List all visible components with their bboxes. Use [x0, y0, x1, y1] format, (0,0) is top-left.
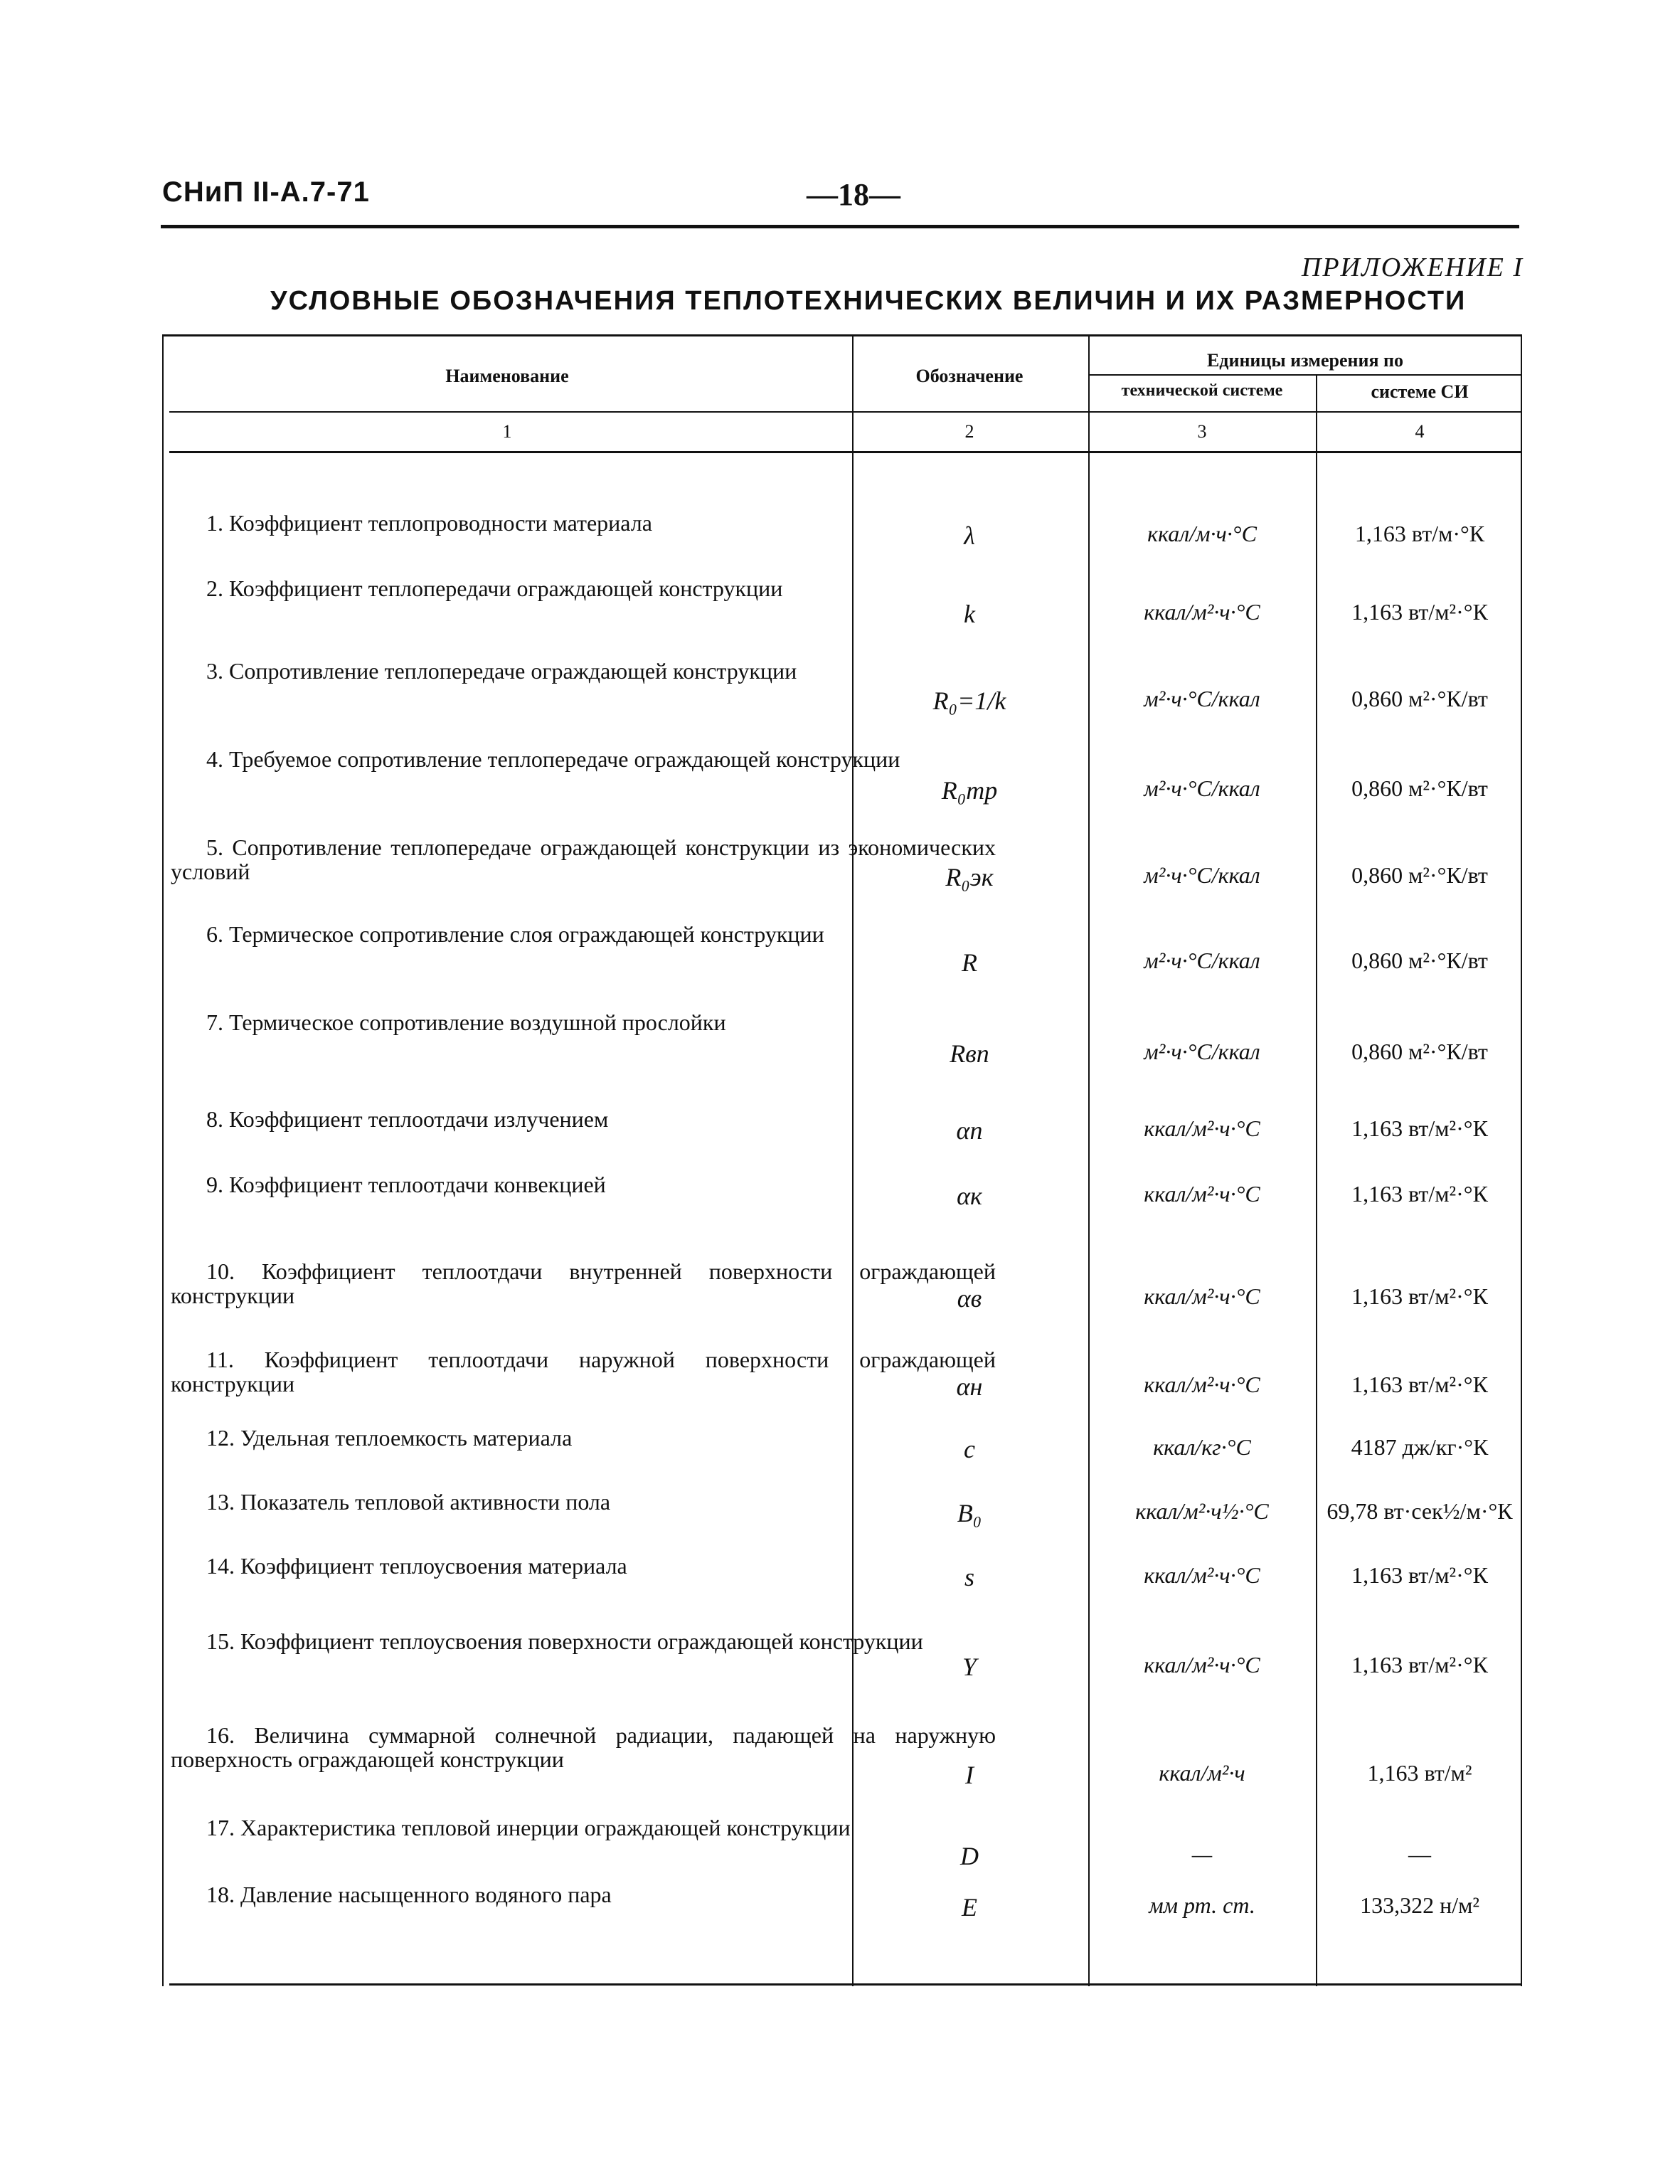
- row-technical-unit: ккал/м²·ч·°С: [1144, 1115, 1260, 1141]
- header-bottom-rule: [169, 411, 1522, 413]
- row-si-unit: 0,860 м²·°К/вт: [1351, 1039, 1488, 1064]
- row-si-unit: 1,163 вт/м²·°К: [1351, 1181, 1488, 1207]
- header-technical: технической системе: [1121, 381, 1283, 400]
- units-table: [162, 334, 1522, 1986]
- row-technical-unit: ккал/м·ч·°С: [1147, 521, 1257, 546]
- row-technical-unit: ккал/м²·ч·°С: [1144, 599, 1260, 625]
- row-symbol: αп: [956, 1116, 983, 1145]
- row-technical-unit: —: [1191, 1841, 1213, 1867]
- column-number-4: 4: [1415, 421, 1425, 442]
- row-si-unit: 1,163 вт/м·°К: [1354, 521, 1485, 546]
- column-number-2: 2: [964, 421, 974, 442]
- row-symbol: E: [962, 1893, 977, 1921]
- row-symbol: D: [960, 1842, 979, 1870]
- row-si-unit: 1,163 вт/м²·°К: [1351, 1115, 1488, 1141]
- row-symbol: R: [962, 948, 977, 977]
- header-rule: [161, 225, 1519, 228]
- row-symbol: B₀: [957, 1499, 982, 1527]
- row-si-unit: 1,163 вт/м²·°К: [1351, 599, 1488, 625]
- row-si-unit: 1,163 вт/м²: [1367, 1760, 1472, 1786]
- row-name: 7. Термическое сопротивление воздушной прослойки: [206, 1009, 726, 1035]
- table-top-rule: [162, 334, 1522, 336]
- row-symbol: R₀эк: [945, 863, 994, 891]
- row-si-unit: 1,163 вт/м²·°К: [1351, 1372, 1488, 1397]
- header-code: СНиП II-А.7-71: [162, 176, 370, 208]
- page-number: —18—: [807, 177, 900, 212]
- row-technical-unit: мм рт. ст.: [1149, 1892, 1255, 1918]
- row-technical-unit: м²·ч·°С/ккал: [1144, 862, 1260, 888]
- row-name: 4. Требуемое сопротивление теплопередаче ограждающей конструкции: [206, 746, 900, 772]
- row-technical-unit: м²·ч·°С/ккал: [1144, 686, 1260, 711]
- row-symbol: αв: [957, 1284, 982, 1313]
- row-name: 8. Коэффициент теплоотдачи излучением: [206, 1106, 609, 1132]
- row-si-unit: 4187 дж/кг·°К: [1351, 1434, 1489, 1460]
- row-symbol: s: [964, 1563, 974, 1591]
- header-name: Наименование: [445, 366, 569, 386]
- row-si-unit: 0,860 м²·°К/вт: [1351, 686, 1488, 711]
- row-name: 11. Коэффициент теплоотдачи наружной поверхности ограждающей конструкции: [171, 1347, 996, 1396]
- header-symbol: Обозначение: [915, 366, 1024, 386]
- colnum-bottom-rule: [169, 451, 1522, 453]
- row-symbol: I: [965, 1761, 974, 1789]
- row-si-unit: 0,860 м²·°К/вт: [1351, 775, 1488, 801]
- row-si-unit: —: [1408, 1841, 1431, 1867]
- row-technical-unit: ккал/м²·ч·°С: [1144, 1652, 1260, 1677]
- row-si-unit: 1,163 вт/м²·°К: [1351, 1652, 1488, 1677]
- row-name: 16. Величина суммарной солнечной радиации, падающей на наружную поверхность ограждающей конструкции: [171, 1722, 996, 1772]
- row-symbol: αк: [957, 1182, 982, 1210]
- row-name: 3. Сопротивление теплопередаче ограждающей конструкции: [206, 658, 797, 684]
- table-bottom-rule: [169, 1983, 1522, 1986]
- row-technical-unit: ккал/м²·ч·°С: [1144, 1283, 1260, 1309]
- row-technical-unit: ккал/м²·ч·°С: [1144, 1372, 1260, 1397]
- row-name: 13. Показатель тепловой активности пола: [206, 1489, 611, 1515]
- vline-left: [162, 334, 164, 1986]
- row-symbol: c: [964, 1435, 975, 1463]
- row-si-unit: 69,78 вт·сек½/м·°К: [1327, 1498, 1513, 1524]
- row-name: 2. Коэффициент теплопередачи ограждающей конструкции: [206, 576, 783, 601]
- row-symbol: R₀=1/k: [932, 687, 1006, 715]
- row-symbol: Y: [962, 1653, 977, 1681]
- row-name: 12. Удельная теплоемкость материала: [206, 1425, 573, 1451]
- vline-right: [1521, 334, 1522, 1986]
- row-technical-unit: м²·ч·°С/ккал: [1144, 775, 1260, 801]
- row-name: 10. Коэффициент теплоотдачи внутренней поверхности ограждающей конструкции: [171, 1258, 996, 1308]
- header-si: системе СИ: [1371, 381, 1469, 402]
- column-number-3: 3: [1197, 421, 1207, 442]
- row-symbol: k: [964, 600, 975, 628]
- header-units-group: Единицы измерения по: [1206, 350, 1404, 371]
- vline-technical: [1088, 334, 1090, 1986]
- row-name: 17. Характеристика тепловой инерции ограждающей конструкции: [206, 1815, 851, 1840]
- row-symbol: αн: [956, 1372, 983, 1401]
- row-si-unit: 133,322 н/м²: [1360, 1892, 1479, 1918]
- units-group-rule: [1088, 374, 1522, 376]
- row-si-unit: 1,163 вт/м²·°К: [1351, 1283, 1488, 1309]
- row-technical-unit: м²·ч·°С/ккал: [1144, 948, 1260, 973]
- row-name: 1. Коэффициент теплопроводности материала: [206, 510, 652, 536]
- row-si-unit: 0,860 м²·°К/вт: [1351, 862, 1488, 888]
- appendix-label: ПРИЛОЖЕНИЕ I: [1301, 253, 1524, 282]
- row-si-unit: 0,860 м²·°К/вт: [1351, 948, 1488, 973]
- row-symbol: λ: [964, 521, 975, 550]
- row-name: 18. Давление насыщенного водяного пара: [206, 1882, 612, 1907]
- row-symbol: Rвп: [950, 1039, 989, 1068]
- row-technical-unit: м²·ч·°С/ккал: [1144, 1039, 1260, 1064]
- column-number-1: 1: [502, 421, 512, 442]
- row-si-unit: 1,163 вт/м²·°К: [1351, 1562, 1488, 1588]
- row-technical-unit: ккал/м²·ч·°С: [1144, 1562, 1260, 1588]
- row-name: 15. Коэффициент теплоусвоения поверхности ограждающей конструкции: [206, 1628, 923, 1654]
- page-title: УСЛОВНЫЕ ОБОЗНАЧЕНИЯ ТЕПЛОТЕХНИЧЕСКИХ ВЕЛИЧИН И ИХ РАЗМЕРНОСТИ: [270, 286, 1467, 316]
- row-technical-unit: ккал/кг·°С: [1153, 1434, 1251, 1460]
- row-name: 5. Сопротивление теплопередаче ограждающей конструкции из экономических условий: [171, 834, 996, 884]
- row-technical-unit: ккал/м²·ч: [1159, 1760, 1245, 1786]
- row-name: 9. Коэффициент теплоотдачи конвекцией: [206, 1172, 606, 1197]
- row-name: 14. Коэффициент теплоусвоения материала: [206, 1553, 627, 1579]
- row-name: 6. Термическое сопротивление слоя ограждающей конструкции: [206, 921, 824, 947]
- row-technical-unit: ккал/м²·ч·°С: [1144, 1181, 1260, 1207]
- row-symbol: R₀тр: [941, 776, 998, 805]
- row-technical-unit: ккал/м²·ч½·°С: [1135, 1498, 1269, 1524]
